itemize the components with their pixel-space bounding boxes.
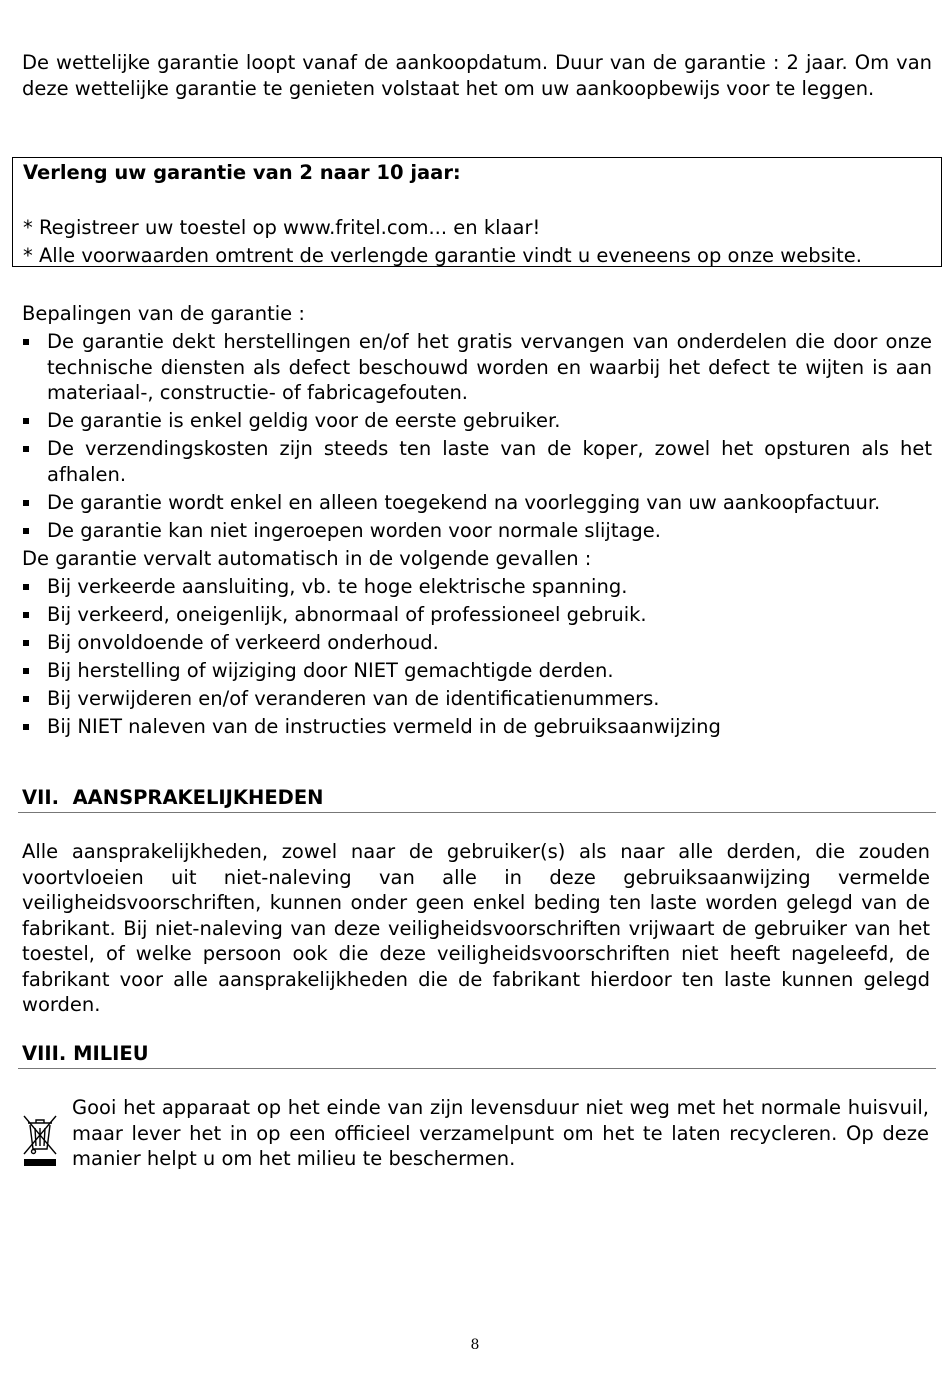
list-item: Bij herstelling of wijziging door NIET gemachtigde derden.: [22, 658, 932, 684]
list-item: Bij verkeerd, oneigenlijk, abnormaal of professioneel gebruik.: [22, 602, 932, 628]
bullet-square-icon: [23, 668, 29, 674]
extension-line-register: * Registreer uw toestel op www.fritel.com... en klaar!: [23, 216, 541, 239]
liability-paragraph: Alle aansprakelijkheden, zowel naar de gebruiker(s) als naar alle derden, die zouden voortvloeien uit niet-naleving van alle in deze gebruiksaanwijzing vermelde veiligheidsvoorschriften, kunnen onder geen enkel beding ten laste worden gelegd van de fabrikant. Bij niet-naleving van deze veiligheidsvoorschriften vrijwaart de gebruiker van het toestel, of welke persoon ook die deze veiligheidsvoorschriften niet heeft nageleefd, de fabrikant voor alle aansprakelijkheden die de fabrikant hierdoor ten laste kunnen gelegd worden.: [22, 840, 930, 1016]
list-item: Bij verkeerde aansluiting, vb. te hoge elektrische spanning.: [22, 574, 932, 600]
void-cases-heading: De garantie vervalt automatisch in de volgende gevallen :: [22, 546, 592, 570]
list-item: De verzendingskosten zijn steeds ten laste van de koper, zowel het opsturen als het afhalen.: [22, 436, 932, 487]
list-item: De garantie is enkel geldig voor de eerste gebruiker.: [22, 408, 932, 434]
section-8-body: [72, 1095, 929, 1172]
bullet-square-icon: [23, 500, 29, 506]
crossed-out-wheelie-bin-icon: [22, 1113, 58, 1171]
section-8-divider: [18, 1068, 936, 1069]
void-cases-list: [22, 574, 932, 740]
extension-line-conditions: * Alle voorwaarden omtrent de verlengde garantie vindt u eveneens op onze website.: [23, 243, 862, 267]
list-item: Bij NIET naleven van de instructies vermeld in de gebruiksaanwijzing: [22, 714, 932, 740]
warranty-conditions-section: [22, 301, 932, 742]
list-item: De garantie dekt herstellingen en/of het gratis vervangen van onderdelen die door onze technische diensten als defect beschouwd worden en waarbij het defect te wijten is aan materiaal-, constructie- of fabricagefouten.: [22, 329, 932, 406]
section-7-heading: [22, 785, 324, 811]
bullet-square-icon: [23, 584, 29, 590]
warranty-extension-box: [12, 157, 942, 267]
extension-title: Verleng uw garantie van 2 naar 10 jaar:: [23, 161, 461, 184]
conditions-list: [22, 329, 932, 543]
bullet-square-icon: [23, 446, 29, 452]
bullet-square-icon: [23, 528, 29, 534]
page-number: 8: [470, 1337, 480, 1353]
section-7-divider: [18, 812, 936, 813]
section-8-title: MILIEU: [73, 1042, 149, 1065]
section-7-body: [22, 839, 930, 1018]
section-8-heading: [22, 1041, 149, 1067]
bullet-square-icon: [23, 724, 29, 730]
bullet-square-icon: [23, 339, 29, 345]
list-item: De garantie wordt enkel en alleen toegekend na voorlegging van uw aankoopfactuur.: [22, 490, 932, 516]
bullet-square-icon: [23, 612, 29, 618]
list-item: De garantie kan niet ingeroepen worden voor normale slijtage.: [22, 518, 932, 544]
bullet-square-icon: [23, 696, 29, 702]
section-7-title: AANSPRAKELIJKHEDEN: [72, 786, 324, 809]
section-8-number: VIII.: [22, 1042, 67, 1065]
list-item: Bij onvoldoende of verkeerd onderhoud.: [22, 630, 932, 656]
list-item: Bij verwijderen en/of veranderen van de identificatienummers.: [22, 686, 932, 712]
environment-paragraph: Gooi het apparaat op het einde van zijn levensduur niet weg met het normale huisvuil, maar lever het in op een officieel verzamelpunt om het te laten recycleren. Op deze manier helpt u om het milieu te beschermen.: [72, 1096, 929, 1170]
section-7-number: VII.: [22, 786, 60, 809]
bullet-square-icon: [23, 418, 29, 424]
intro-section: [22, 50, 932, 101]
legal-warranty-paragraph: De wettelijke garantie loopt vanaf de aankoopdatum. Duur van de garantie : 2 jaar. Om van deze wettelijke garantie te genieten volstaat het om uw aankoopbewijs voor te leggen.: [22, 51, 932, 100]
bullet-square-icon: [23, 640, 29, 646]
conditions-heading: Bepalingen van de garantie :: [22, 302, 305, 325]
